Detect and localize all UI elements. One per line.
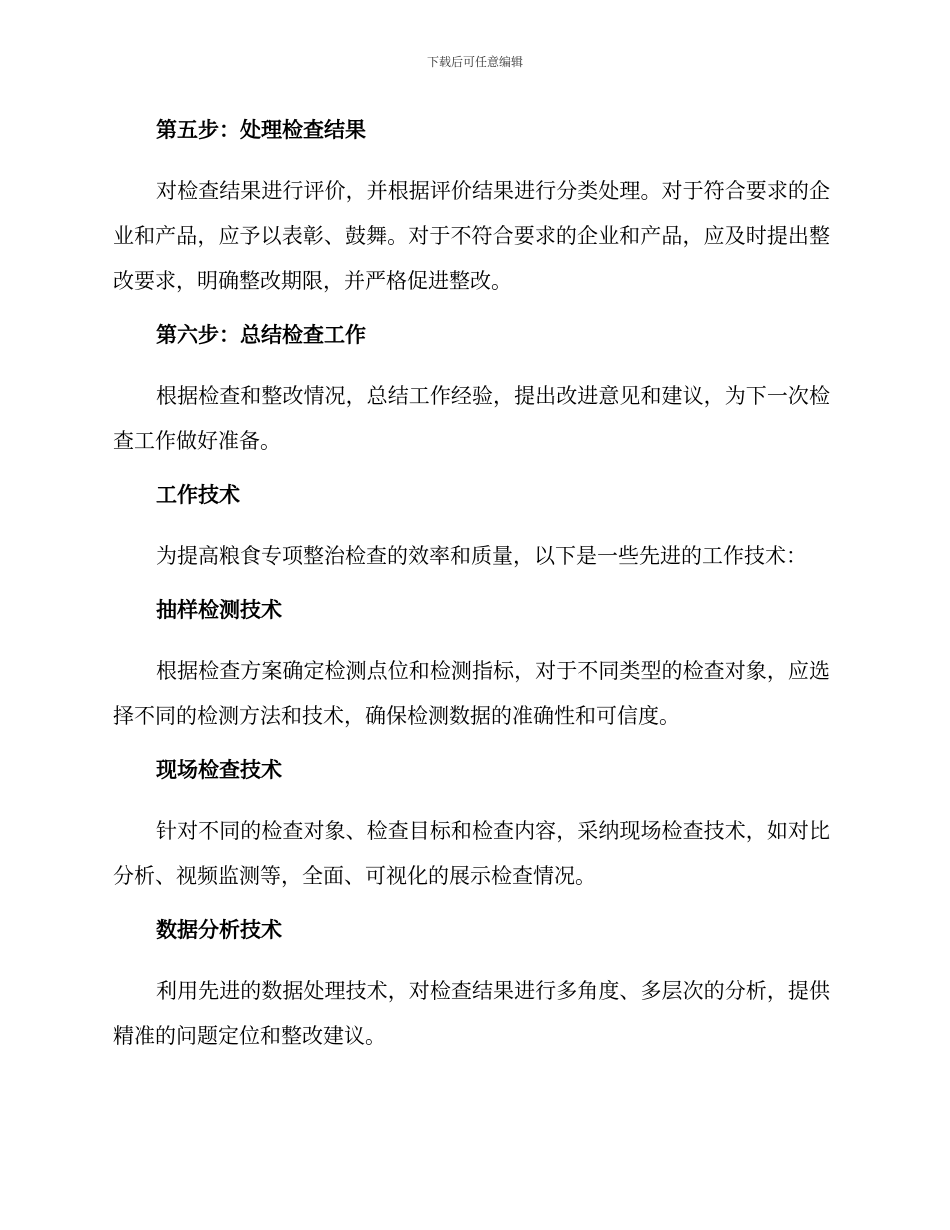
page-header: 下载后可任意编辑 [426, 55, 523, 69]
section-paragraph-sampling: 根据检查方案确定检测点位和检测指标，对于不同类型的检查对象，应选择不同的检测方法和技术，确保检测数据的准确性和可信度。 [113, 659, 830, 728]
section-heading-onsite: 现场检查技术 [156, 758, 282, 782]
document-body [113, 110, 830, 1070]
section-paragraph-data-analysis: 利用先进的数据处理技术，对检查结果进行多角度、多层次的分析，提供精准的问题定位和整改建议。 [113, 979, 830, 1048]
section-heading-step6: 第六步：总结检查工作 [156, 323, 366, 347]
section-paragraph-step5: 对检查结果进行评价，并根据评价结果进行分类处理。对于符合要求的企业和产品，应予以表彰、鼓舞。对于不符合要求的企业和产品，应及时提出整改要求，明确整改期限，并严格促进整改。 [113, 179, 830, 293]
section-paragraph-work-technique: 为提高粮食专项整治检查的效率和质量，以下是一些先进的工作技术： [156, 544, 807, 568]
section-heading-data-analysis: 数据分析技术 [156, 918, 282, 942]
section-heading-step5: 第五步：处理检查结果 [156, 118, 366, 142]
section-heading-work-technique: 工作技术 [156, 483, 240, 507]
section-paragraph-onsite: 针对不同的检查对象、检查目标和检查内容，采纳现场检查技术，如对比分析、视频监测等，全面、可视化的展示检查情况。 [113, 819, 830, 888]
section-paragraph-step6: 根据检查和整改情况，总结工作经验，提出改进意见和建议，为下一次检查工作做好准备。 [113, 384, 830, 453]
section-heading-sampling: 抽样检测技术 [156, 598, 282, 622]
